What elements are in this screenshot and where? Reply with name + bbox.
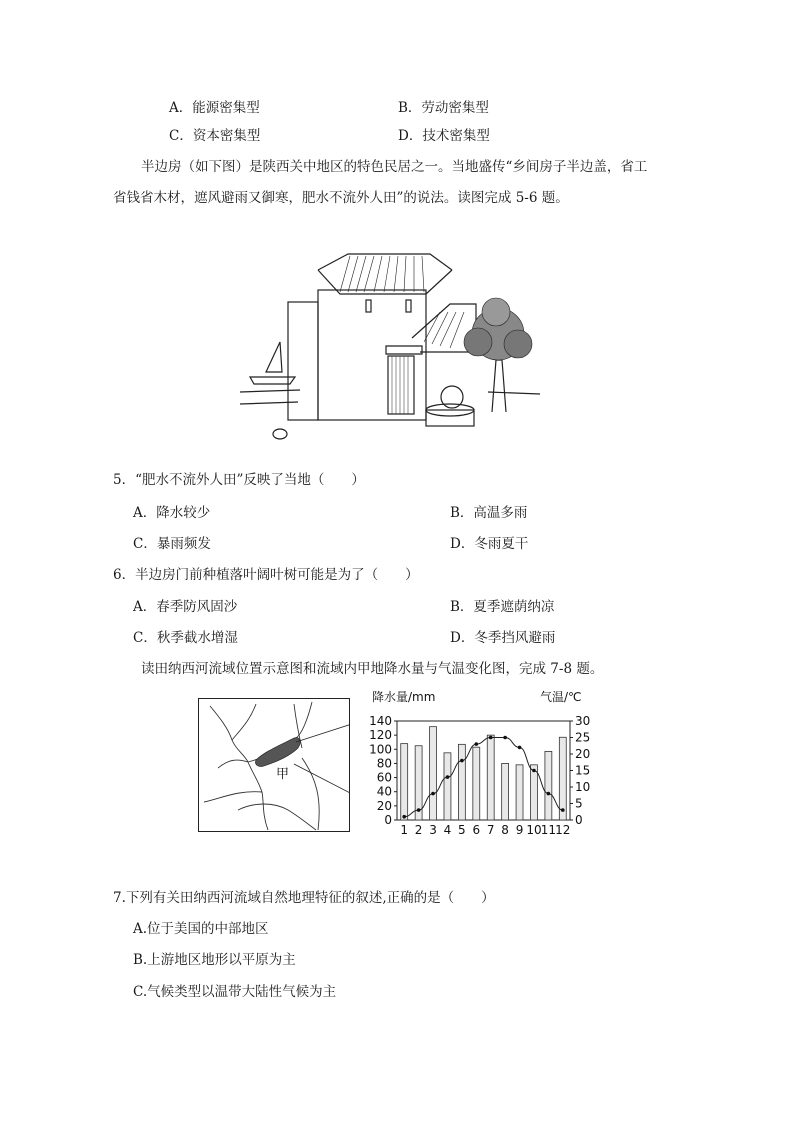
- q5-option-d: D．冬雨夏干: [450, 536, 529, 552]
- temperature-point: [532, 769, 536, 773]
- precip-bar: [530, 765, 537, 820]
- passage-house-line1: 半边房（如下图）是陕西关中地区的特色民居之一。当地盛传“乡间房子半边盖，省工: [141, 159, 648, 175]
- temperature-point: [503, 736, 507, 740]
- q6-stem: 6．半边房门前种植落叶阔叶树可能是为了（ ）: [113, 567, 419, 583]
- q7-stem: 7.下列有关田纳西河流域自然地理特征的叙述,正确的是（ ）: [113, 890, 495, 906]
- ylabel-right: 气温/℃: [540, 690, 582, 704]
- left-tick-label: 120: [369, 728, 392, 743]
- q4-option-c: C．资本密集型: [169, 128, 261, 144]
- left-tick-label: 60: [376, 770, 392, 785]
- precip-bar: [458, 744, 465, 820]
- q5-option-c: C．暴雨频发: [133, 536, 211, 552]
- month-tick-label: 7: [486, 823, 495, 837]
- tennessee-location-map: [198, 698, 350, 832]
- q6-option-c: C．秋季截水增湿: [133, 630, 238, 646]
- month-tick-label: 11: [540, 823, 557, 837]
- q5-option-a: A．降水较少: [133, 505, 211, 521]
- temperature-point: [417, 808, 421, 812]
- precip-bar: [545, 751, 552, 820]
- precip-bar: [401, 744, 408, 820]
- precip-bar: [559, 737, 566, 820]
- half-side-house-illustration: [240, 242, 540, 447]
- precip-bar: [444, 753, 451, 820]
- q5-stem: 5．“肥水不流外人田”反映了当地（ ）: [113, 472, 365, 488]
- right-tick-label: 0: [575, 813, 583, 827]
- left-tick-label: 0: [384, 813, 392, 827]
- left-tick-label: 140: [369, 714, 392, 728]
- month-tick-label: 6: [472, 823, 481, 837]
- month-tick-label: 8: [501, 823, 509, 837]
- month-tick-label: 12: [555, 823, 571, 837]
- left-tick-label: 80: [376, 756, 392, 771]
- temperature-point: [402, 815, 406, 819]
- temperature-point: [547, 792, 551, 796]
- q4-option-d: D．技术密集型: [398, 128, 490, 144]
- q4-option-b: B．劳动密集型: [398, 100, 489, 116]
- q6-option-a: A．春季防风固沙: [133, 599, 238, 615]
- month-tick-label: 10: [526, 823, 542, 837]
- map-label-jia: 甲: [276, 767, 290, 782]
- temperature-line: [404, 738, 563, 817]
- q7-option-c: C.气候类型以温带大陆性气候为主: [133, 984, 337, 1000]
- temperature-point: [561, 808, 565, 812]
- month-tick-label: 2: [414, 823, 423, 837]
- precip-bar: [487, 735, 494, 820]
- temperature-point: [518, 746, 522, 750]
- month-tick-label: 3: [429, 823, 437, 837]
- left-tick-label: 100: [369, 742, 392, 757]
- right-tick-label: 10: [575, 780, 591, 794]
- passage-house-line2: 省钱省木材，遮风避雨又御寒，肥水不流外人田”的说法。读图完成 5-6 题。: [113, 190, 569, 206]
- q6-option-b: B．夏季遮荫纳凉: [450, 599, 555, 615]
- temperature-point: [489, 736, 493, 740]
- right-tick-label: 15: [575, 763, 591, 778]
- precip-bar: [502, 763, 509, 820]
- q6-option-d: D．冬季挡风避雨: [450, 630, 556, 646]
- precip-bar: [430, 727, 437, 820]
- q7-option-b: B.上游地区地形以平原为主: [133, 952, 296, 968]
- temperature-point: [474, 742, 478, 746]
- q7-option-a: A.位于美国的中部地区: [133, 921, 269, 937]
- month-tick-label: 9: [515, 823, 524, 837]
- right-tick-label: 20: [575, 747, 591, 761]
- precip-bar: [516, 765, 523, 820]
- month-tick-label: 1: [400, 823, 409, 837]
- q4-option-a: A．能源密集型: [169, 100, 260, 116]
- ylabel-left: 降水量/mm: [372, 690, 436, 704]
- q5-option-b: B．高温多雨: [450, 505, 528, 521]
- plot-frame: [397, 721, 570, 820]
- right-tick-label: 25: [575, 730, 591, 745]
- right-tick-label: 5: [575, 796, 583, 811]
- left-tick-label: 20: [376, 798, 392, 813]
- jia-climate-chart: [360, 689, 600, 841]
- passage-river: 读田纳西河流域位置示意图和流域内甲地降水量与气温变化图，完成 7-8 题。: [141, 661, 604, 677]
- left-tick-label: 40: [376, 784, 392, 799]
- temperature-point: [460, 759, 464, 763]
- temperature-point: [446, 775, 450, 779]
- temperature-point: [431, 792, 435, 796]
- precip-bar: [473, 747, 480, 820]
- right-tick-label: 30: [575, 714, 591, 728]
- month-tick-label: 4: [443, 823, 452, 837]
- month-tick-label: 5: [458, 823, 466, 837]
